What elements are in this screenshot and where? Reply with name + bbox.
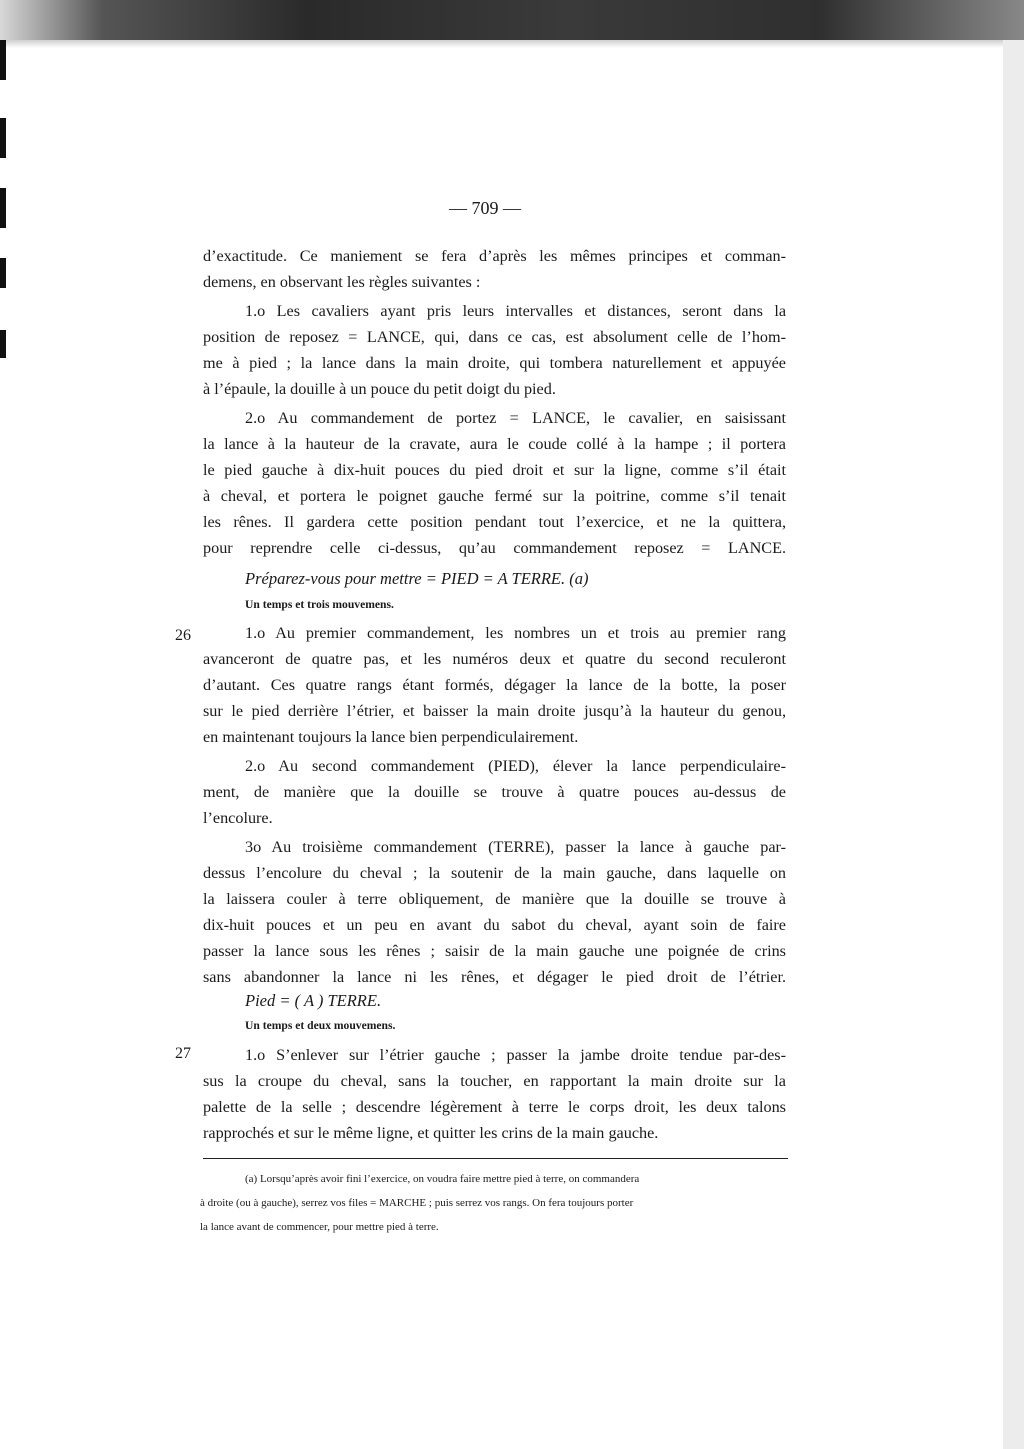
scan-binding-mark xyxy=(0,330,6,358)
text-line: palette de la selle ; descendre légèrement à terre le corps droit, les deux talons xyxy=(203,1098,786,1116)
text-line: la laissera couler à terre obliquement, de manière que la douille se trouve à xyxy=(203,890,786,908)
command-heading: Préparez-vous pour mettre = PIED = A TERRE. (a) xyxy=(245,569,589,588)
text-line: 2.o Au second commandement (PIED), élever la lance perpendiculaire- xyxy=(245,757,786,775)
text-line: dessus l’encolure du cheval ; la soutenir de la main gauche, dans laquelle on xyxy=(203,864,786,882)
text-line: rapprochés et sur le même ligne, et quitter les crins de la main gauche. xyxy=(203,1124,659,1142)
scan-binding-mark xyxy=(0,40,6,80)
text-line: avanceront de quatre pas, et les numéros deux et quatre du second reculeront xyxy=(203,650,786,668)
text-line: à l’épaule, la douille à un pouce du petit doigt du pied. xyxy=(203,380,556,398)
text-line: position de reposez = LANCE, qui, dans ce cas, est absolument celle de l’hom- xyxy=(203,328,786,346)
footnote-rule xyxy=(203,1158,788,1159)
text-line: sans abandonner la lance ni les rênes, et dégager le pied droit de l’étrier. xyxy=(203,968,786,986)
text-line: 1.o Au premier commandement, les nombres un et trois au premier rang xyxy=(245,624,786,642)
scan-shadow xyxy=(0,40,1003,48)
text-line: 2.o Au commandement de portez = LANCE, le cavalier, en saisissant xyxy=(245,409,786,427)
scan-top-edge xyxy=(0,0,1024,40)
text-line: 3o Au troisième commandement (TERRE), passer la lance à gauche par- xyxy=(245,838,786,856)
text-line: en maintenant toujours la lance bien perpendiculairement. xyxy=(203,728,579,746)
scan-binding-mark xyxy=(0,118,6,158)
command-subheading: Un temps et deux mouvemens. xyxy=(245,1019,396,1032)
text-line: sus la croupe du cheval, sans la toucher, en rapportant la main droite sur la xyxy=(203,1072,786,1090)
footnote-line: à droite (ou à gauche), serrez vos files = MARCHE ; puis serrez vos rangs. On fera toujours porter xyxy=(200,1197,634,1209)
text-line: sur le pied derrière l’étrier, et baisser la main droite jusqu’à la hauteur du genou, xyxy=(203,702,786,720)
text-line: me à pied ; la lance dans la main droite, qui tombera naturellement et appuyée xyxy=(203,354,786,372)
text-line: la lance à la hauteur de la cravate, aura le coude collé à la hampe ; il portera xyxy=(203,435,786,453)
text-line: demens, en observant les règles suivantes : xyxy=(203,273,481,291)
margin-number: 26 xyxy=(175,627,191,644)
footnote-line: la lance avant de commencer, pour mettre pied à terre. xyxy=(200,1221,439,1233)
text-line: passer la lance sous les rênes ; saisir de la main gauche une poignée de crins xyxy=(203,942,786,960)
text-line: 1.o S’enlever sur l’étrier gauche ; passer la jambe droite tendue par-des- xyxy=(245,1046,786,1064)
text-line: le pied gauche à dix-huit pouces du pied droit et sur la ligne, comme s’il était xyxy=(203,461,786,479)
text-line: ment, de manière que la douille se trouve à quatre pouces au-dessus de xyxy=(203,783,786,801)
scan-right-edge xyxy=(1003,40,1024,1449)
text-line: d’exactitude. Ce maniement se fera d’après les mêmes principes et comman- xyxy=(203,247,786,265)
margin-number: 27 xyxy=(175,1045,191,1062)
text-line: dix-huit pouces et un peu en avant du sabot du cheval, ayant soin de faire xyxy=(203,916,786,934)
command-heading: Pied = ( A ) TERRE. xyxy=(245,991,382,1010)
command-subheading: Un temps et trois mouvemens. xyxy=(245,598,394,611)
scan-binding-mark xyxy=(0,258,6,288)
text-line: 1.o Les cavaliers ayant pris leurs intervalles et distances, seront dans la xyxy=(245,302,786,320)
footnote-line: (a) Lorsqu’après avoir fini l’exercice, on voudra faire mettre pied à terre, on commandera xyxy=(245,1173,640,1185)
page-number: — 709 — xyxy=(449,198,521,218)
text-line: d’autant. Ces quatre rangs étant formés, dégager la lance de la botte, la poser xyxy=(203,676,786,694)
text-line: les rênes. Il gardera cette position pendant tout l’exercice, et ne la quittera, xyxy=(203,513,786,531)
text-line: à cheval, et portera le poignet gauche fermé sur la poitrine, comme s’il tenait xyxy=(203,487,786,505)
text-line: pour reprendre celle ci-dessus, qu’au commandement reposez = LANCE. xyxy=(203,539,786,557)
text-line: l’encolure. xyxy=(203,809,273,827)
